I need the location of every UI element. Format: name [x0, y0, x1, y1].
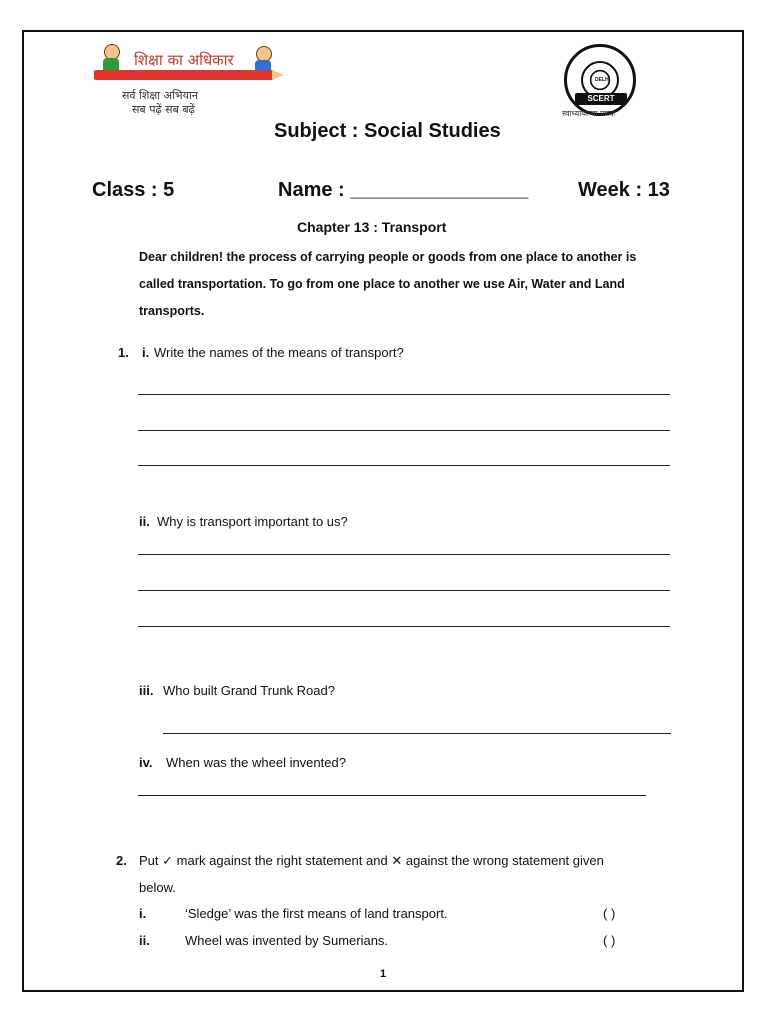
logo-subtitle: सर्व शिक्षा अभियान [122, 89, 198, 102]
question-text: Write the names of the means of transport? [154, 345, 404, 360]
answer-line[interactable] [138, 394, 670, 395]
intro-line: transports. [139, 304, 205, 318]
cross-mark-icon: ✕ [391, 853, 403, 868]
page-number: 1 [380, 968, 387, 980]
logo-title: शिक्षा का अधिकार [134, 51, 234, 69]
question-part-number: ii. [139, 514, 150, 529]
intro-line: called transportation. To go from one place to another we use Air, Water and Land [139, 277, 625, 291]
answer-line[interactable] [163, 733, 671, 734]
answer-line[interactable] [138, 626, 670, 627]
question-text: Put ✓ mark against the right statement and ✕ against the wrong statement given [139, 853, 604, 868]
week-label: Week : 13 [578, 179, 670, 201]
question-part-number: iv. [139, 755, 153, 770]
class-label: Class : 5 [92, 179, 175, 201]
question-number: 1. [118, 345, 129, 360]
statement-text: Wheel was invented by Sumerians. [185, 933, 389, 948]
question-text: Why is transport important to us? [157, 514, 348, 529]
answer-line[interactable] [138, 590, 670, 591]
seal-city: DELHI [595, 77, 610, 83]
question-text: When was the wheel invented? [166, 755, 346, 770]
pencil-icon [94, 70, 274, 80]
answer-line[interactable] [138, 554, 670, 555]
chapter-title: Chapter 13 : Transport [297, 219, 447, 235]
answer-line[interactable] [138, 465, 670, 466]
check-mark-icon: ✓ [162, 853, 174, 868]
name-field: Name : ________________ [278, 179, 529, 201]
question-part-number: iii. [139, 683, 154, 698]
question-part-number: i. [142, 345, 150, 360]
question-number: 2. [116, 853, 127, 868]
answer-bracket[interactable]: ( ) [603, 933, 616, 948]
sarva-shiksha-abhiyan-logo [92, 40, 282, 120]
scert-seal-icon [564, 44, 636, 116]
seal-ribbon: SCERT [575, 93, 627, 105]
question-text: below. [139, 880, 176, 895]
subject-title: Subject : Social Studies [274, 120, 501, 142]
question-text: Who built Grand Trunk Road? [163, 683, 335, 698]
answer-line[interactable] [138, 795, 646, 796]
seal-motto: स्वाध्यायान्मा प्रमदः [562, 109, 616, 118]
scert-logo [558, 44, 654, 120]
page-border [22, 30, 744, 992]
logo-tagline: सब पढ़ें सब बढ़ें [132, 103, 195, 116]
intro-line: Dear children! the process of carrying people or goods from one place to another is [139, 250, 637, 264]
answer-bracket[interactable]: ( ) [603, 906, 616, 921]
answer-line[interactable] [138, 430, 670, 431]
statement-number: ii. [139, 933, 150, 948]
statement-number: i. [139, 906, 147, 921]
statement-text: ‘Sledge’ was the first means of land transport. [185, 906, 448, 921]
